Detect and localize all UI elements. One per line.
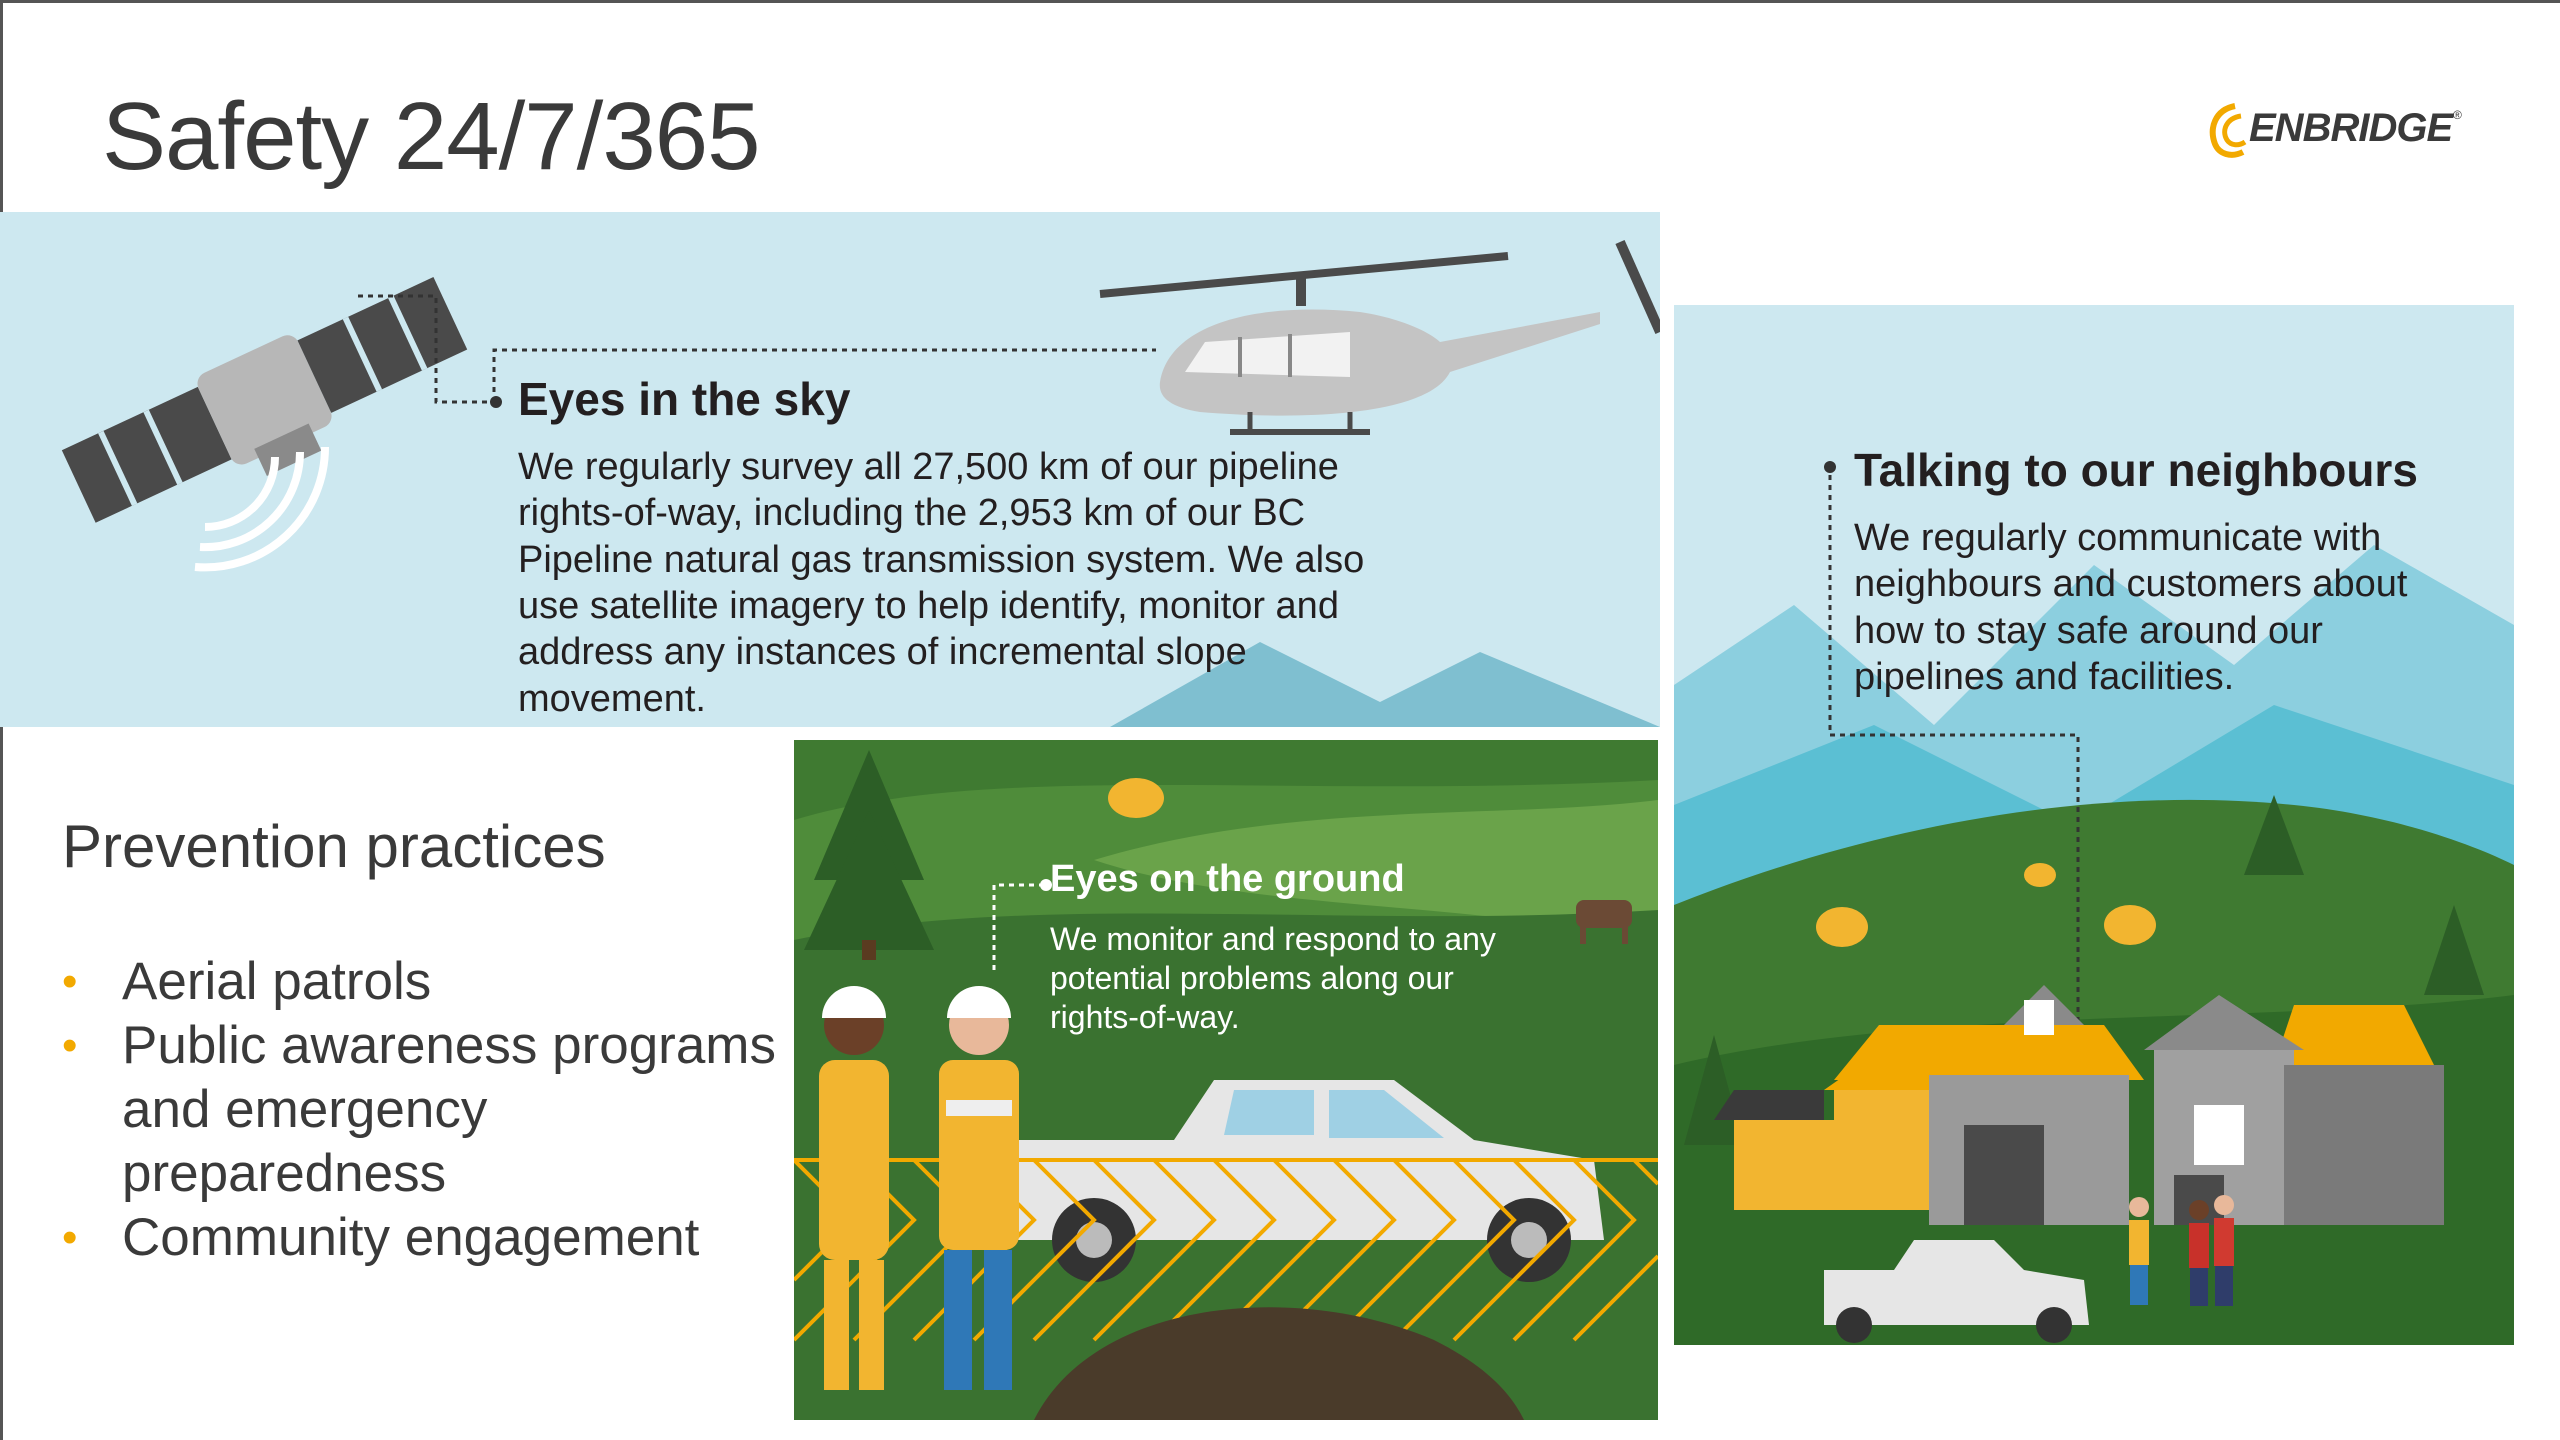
slide-top-border: [0, 0, 2560, 3]
neighbours-callout-body: We regularly communicate with neighbours and customers about how to stay safe around our pipelines and facilities.: [1854, 517, 2408, 699]
list-item-text: Public awareness programs and emergency preparedness: [122, 1016, 776, 1203]
neighbours-callout-title: Talking to our neighbours: [1854, 444, 2418, 496]
prevention-practices-list: [62, 950, 782, 1270]
ground-illustration: [794, 740, 1658, 1420]
eyes-in-the-sky-panel: [0, 212, 1660, 727]
bullet-glyph: •: [62, 957, 78, 1006]
ground-callout-body: We monitor and respond to any potential problems along our rights-of-way.: [1050, 921, 1496, 1036]
slide-title: Safety 24/7/365: [102, 83, 760, 190]
list-item: [62, 1206, 782, 1270]
house-icon: [2144, 995, 2444, 1225]
sky-callout-title: Eyes in the sky: [518, 373, 851, 425]
logo-registered-mark: ®: [2453, 108, 2462, 122]
worker-icon: [2129, 1197, 2149, 1305]
list-item-text: Community engagement: [122, 1208, 700, 1267]
hay-bale-icon: [1108, 778, 1164, 818]
bullet-glyph: •: [62, 1021, 78, 1070]
ground-callout-title: Eyes on the ground: [1050, 858, 1405, 900]
list-item-text: Aerial patrols: [122, 952, 432, 1011]
logo-text: ENBRIDGE: [2249, 106, 2453, 150]
hay-bale-icon: [2104, 905, 2156, 945]
satellite-icon: [58, 268, 480, 550]
list-item: [62, 1014, 782, 1206]
bullet-glyph: •: [62, 1213, 78, 1262]
eyes-on-the-ground-panel: [794, 740, 1658, 1420]
talking-to-our-neighbours-panel: [1674, 305, 2514, 1345]
sky-callout-body: We regularly survey all 27,500 km of our pipeline rights-of-way, including the 2,953 km of our BC Pipeline natural gas transmission system. We also use satellite imagery to help identify, monitor and address any instances of incremental slope movement.: [518, 446, 1365, 720]
helicopter-icon: [1100, 242, 1660, 432]
hay-bale-icon: [1816, 907, 1868, 947]
prevention-practices-heading: Prevention practices: [62, 813, 606, 880]
list-item: [62, 950, 782, 1014]
hay-bale-icon: [2024, 863, 2056, 887]
enbridge-flame-icon: [2205, 100, 2255, 160]
enbridge-logo: [2205, 100, 2465, 160]
